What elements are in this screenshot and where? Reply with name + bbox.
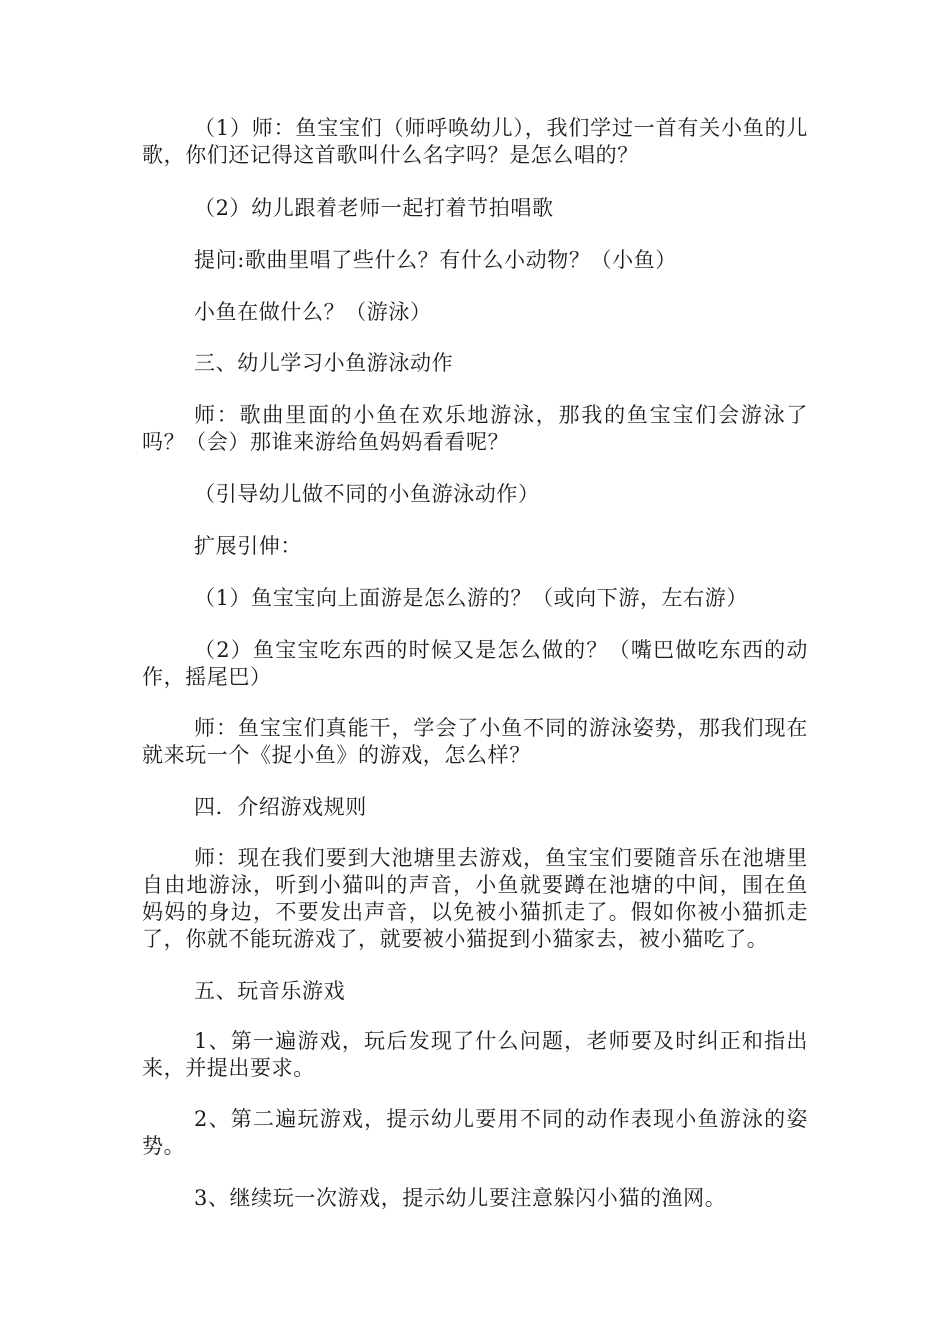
paragraph-7: （引导幼儿做不同的小鱼游泳动作） [194,482,540,506]
paragraph-11: 师：鱼宝宝们真能干，学会了小鱼不同的游泳姿势，那我们现在就来玩一个《捉小鱼》的游戏，怎么样？ [142,716,808,767]
paragraph-3: 提问:歌曲里唱了些什么？有什么小动物？（小鱼） [194,248,677,272]
section-heading-3: 三、幼儿学习小鱼游泳动作 [194,351,454,375]
section-heading-4: 四．介绍游戏规则 [194,795,367,819]
paragraph-9: （1）鱼宝宝向上面游是怎么游的？（或向下游，左右游） [194,586,748,610]
paragraph-4: 小鱼在做什么？（游泳） [194,300,432,324]
paragraph-6: 师：歌曲里面的小鱼在欢乐地游泳，那我的鱼宝宝们会游泳了吗？（会）那谁来游给鱼妈妈看看呢？ [142,403,808,454]
paragraph-17: 3、继续玩一次游戏，提示幼儿要注意躲闪小猫的渔网。 [194,1186,727,1210]
paragraph-13: 师：现在我们要到大池塘里去游戏，鱼宝宝们要随音乐在池塘里自由地游泳，听到小猫叫的声音，小鱼就要蹲在池塘的中间，围在鱼妈妈的身边，不要发出声音，以免被小猫抓走了。假如你被小猫抓走了，你就不能玩游戏了，就要被小猫捉到小猫家去，被小猫吃了。 [142,846,808,951]
paragraph-15: 1、第一遍游戏，玩后发现了什么问题，老师要及时纠正和指出来，并提出要求。 [142,1029,808,1080]
paragraph-10: （2）鱼宝宝吃东西的时候又是怎么做的？（嘴巴做吃东西的动作，摇尾巴） [142,638,808,689]
paragraph-1: （1）师：鱼宝宝们（师呼唤幼儿），我们学过一首有关小鱼的儿歌，你们还记得这首歌叫什么名字吗？是怎么唱的？ [142,116,808,167]
paragraph-2: （2）幼儿跟着老师一起打着节拍唱歌 [194,196,554,220]
section-heading-5: 五、玩音乐游戏 [194,979,346,1003]
paragraph-8: 扩展引伸： [194,534,302,558]
paragraph-16: 2、第二遍玩游戏，提示幼儿要用不同的动作表现小鱼游泳的姿势。 [142,1107,808,1158]
